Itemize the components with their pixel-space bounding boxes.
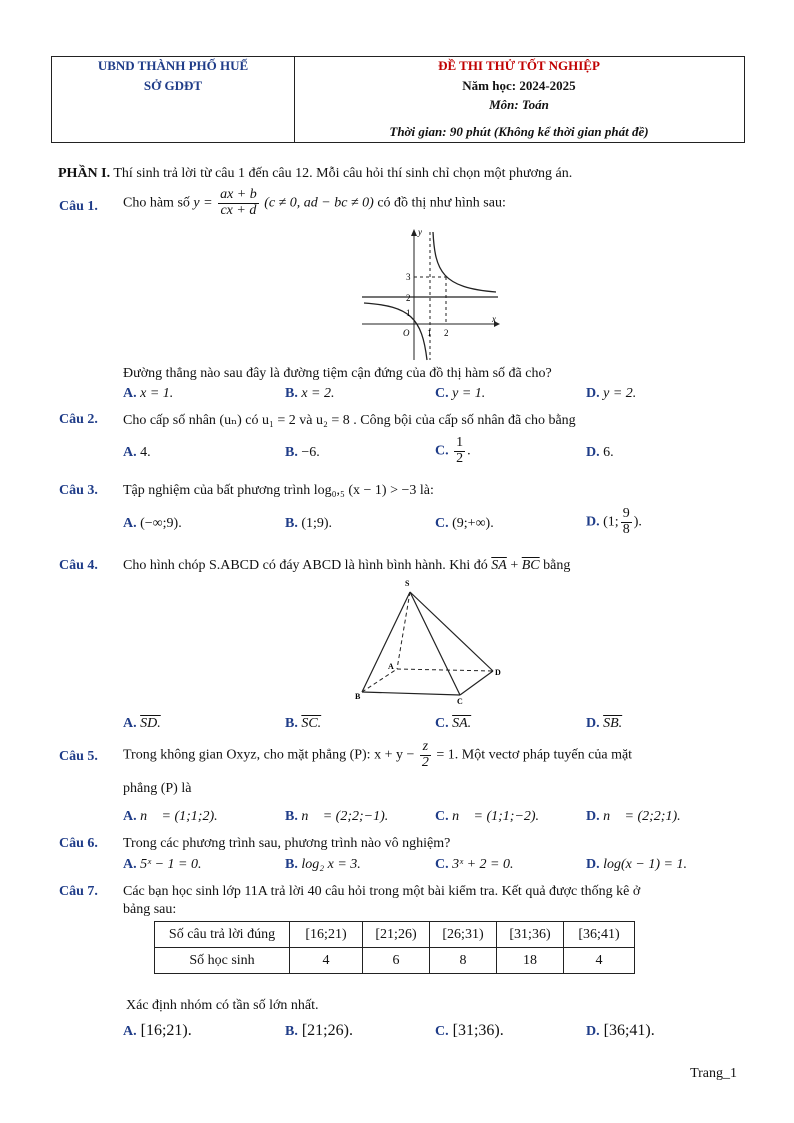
q2-option-d[interactable]: D. 6. xyxy=(586,445,614,460)
edge-SD xyxy=(410,592,493,671)
svg-text:O: O xyxy=(403,328,410,338)
q3-option-c[interactable]: C. (9;+∞). xyxy=(435,516,494,531)
graph-right-branch xyxy=(433,232,496,292)
q1-option-a[interactable]: A. x = 1. xyxy=(123,386,174,401)
q2-option-a[interactable]: A. 4. xyxy=(123,445,151,460)
edge-SA xyxy=(397,592,410,669)
q3-option-d[interactable]: D. (1; $\frac{9}{8}$ ). xyxy=(586,506,642,537)
svg-text:1: 1 xyxy=(427,328,432,338)
exam-duration: Thời gian: 90 phút (Không kể thời gian phát đề) xyxy=(389,124,649,139)
svg-text:B: B xyxy=(355,692,361,701)
q3-option-a[interactable]: A. (−∞;9). xyxy=(123,516,182,531)
edge-SB xyxy=(362,592,410,692)
exam-header xyxy=(51,56,745,143)
q5-number: Câu 5. xyxy=(59,749,98,764)
q1-function-graph xyxy=(360,226,502,362)
q7-option-d[interactable]: D. [36;41). xyxy=(586,1022,655,1039)
q6-option-b[interactable]: B. log₂ x = 3. xyxy=(285,857,361,872)
q7-number: Câu 7. xyxy=(59,884,98,899)
q4-option-b[interactable]: B. SC. xyxy=(285,716,322,731)
q1-option-d[interactable]: D. y = 2. xyxy=(586,386,637,401)
table-cell: [36;41) xyxy=(564,922,635,948)
q1-statement: Cho hàm số y = $\frac{ax + b}{cx + d}$ (c ≠ 0, ad − bc ≠ 0) có đồ thị như hình sau: xyxy=(123,187,506,218)
table-row xyxy=(155,948,635,974)
table-cell: 4 xyxy=(290,948,363,974)
q4-option-c[interactable]: C. SA. xyxy=(435,716,472,731)
table-header-cell: Số câu trả lời đúng xyxy=(155,922,290,948)
q2-option-b[interactable]: B. −6. xyxy=(285,445,320,460)
svg-text:2: 2 xyxy=(406,293,411,303)
q4-option-a[interactable]: A. SD. xyxy=(123,716,161,731)
q2-statement: Cho cấp số nhân (uₙ) có u₁ = 2 và u₂ = 8 . Công bội của cấp số nhân đã cho bằng xyxy=(123,413,576,428)
q1-option-c[interactable]: C. y = 1. xyxy=(435,386,486,401)
q7-option-c[interactable]: C. [31;36). xyxy=(435,1022,504,1039)
y-axis-arrow xyxy=(411,229,417,236)
svg-text:D: D xyxy=(495,668,501,677)
q6-option-c[interactable]: C. 3ˣ + 2 = 0. xyxy=(435,857,514,872)
q7-statement: Các bạn học sinh lớp 11A trả lời 40 câu hỏi trong một bài kiểm tra. Kết quả được thống kê ở xyxy=(123,884,641,899)
q7-option-a[interactable]: A. [16;21). xyxy=(123,1022,192,1039)
q7-statement-cont: bảng sau: xyxy=(123,902,177,917)
table-cell: 4 xyxy=(564,948,635,974)
q6-number: Câu 6. xyxy=(59,836,98,851)
q2-number: Câu 2. xyxy=(59,412,98,427)
q5-option-b[interactable]: B. n⃗ = (2;2;−1). xyxy=(285,809,389,824)
q1-number: Câu 1. xyxy=(59,199,98,214)
svg-text:A: A xyxy=(388,662,394,671)
q7-question: Xác định nhóm có tần số lớn nhất. xyxy=(126,998,319,1013)
q6-option-a[interactable]: A. 5ˣ − 1 = 0. xyxy=(123,857,202,872)
q5-statement-cont: phẳng (P) là xyxy=(123,781,192,796)
table-row xyxy=(155,922,635,948)
table-cell: [16;21) xyxy=(290,922,363,948)
svg-text:x: x xyxy=(492,314,496,324)
table-cell: 8 xyxy=(430,948,497,974)
svg-text:C: C xyxy=(457,697,463,706)
part1-instruction xyxy=(58,166,572,182)
q3-option-b[interactable]: B. (1;9). xyxy=(285,516,333,531)
header-org: UBND THÀNH PHỐ HUẾ xyxy=(97,58,249,73)
header-dept: SỞ GDĐT xyxy=(143,78,203,93)
subject: Môn: Toán xyxy=(489,97,549,112)
q1-fraction: $\frac{ax + b}{cx + d}$ xyxy=(220,187,257,218)
q6-statement: Trong các phương trình sau, phương trình nào vô nghiệm? xyxy=(123,836,451,851)
q2-option-c[interactable]: C. $\frac{1}{2}$ . xyxy=(435,435,471,466)
q1-question: Đường thẳng nào sau đây là đường tiệm cận đứng của đồ thị hàm số đã cho? xyxy=(123,366,552,381)
svg-text:y: y xyxy=(418,227,422,237)
svg-text:S: S xyxy=(405,579,410,588)
table-cell: 18 xyxy=(497,948,564,974)
exam-title: ĐỀ THI THỬ TỐT NGHIỆP xyxy=(438,58,600,73)
table-cell: 6 xyxy=(363,948,430,974)
q4-option-d[interactable]: D. SB. xyxy=(586,716,623,731)
q4-number: Câu 4. xyxy=(59,558,98,573)
page-number: Trang_1 xyxy=(690,1066,737,1081)
table-cell: [31;36) xyxy=(497,922,564,948)
q7-option-b[interactable]: B. [21;26). xyxy=(285,1022,353,1039)
q5-option-a[interactable]: A. n⃗ = (1;1;2). xyxy=(123,809,218,824)
school-year: Năm học: 2024-2025 xyxy=(462,78,576,93)
edge-CD xyxy=(460,671,493,695)
q4-statement: Cho hình chóp S.ABCD có đáy ABCD là hình bình hành. Khi đó $\overline{SA} + \overline{BC}$ bằng xyxy=(123,558,571,573)
q6-option-d[interactable]: D. log(x − 1) = 1. xyxy=(586,857,687,872)
part1-label: PHẦN I. xyxy=(58,166,111,181)
svg-text:3: 3 xyxy=(406,272,411,282)
table-cell: [26;31) xyxy=(430,922,497,948)
q3-number: Câu 3. xyxy=(59,483,98,498)
q5-statement: Trong không gian Oxyz, cho mặt phẳng (P): x + y − $\frac{z}{2}$ = 1. Một vectơ pháp tuyến của mặt xyxy=(123,739,633,770)
q5-option-c[interactable]: C. n⃗ = (1;1;−2). xyxy=(435,809,540,824)
svg-text:2: 2 xyxy=(444,328,449,338)
q3-statement: Tập nghiệm của bất phương trình log₀,₅ (x − 1) > −3 là: xyxy=(123,483,434,498)
edge-AD xyxy=(397,669,493,671)
svg-text:1: 1 xyxy=(406,308,411,318)
table-cell: [21;26) xyxy=(363,922,430,948)
part1-text: Thí sinh trả lời từ câu 1 đến câu 12. Mỗi câu hỏi thí sinh chỉ chọn một phương án. xyxy=(113,166,573,181)
q5-option-d[interactable]: D. n⃗ = (2;2;1). xyxy=(586,809,681,824)
q4-pyramid-figure xyxy=(352,576,512,706)
edge-BC xyxy=(362,692,460,695)
edge-SC xyxy=(410,592,460,695)
q1-option-b[interactable]: B. x = 2. xyxy=(285,386,335,401)
q7-frequency-table xyxy=(154,921,635,974)
graph-left-branch xyxy=(364,303,427,360)
table-header-cell: Số học sinh xyxy=(155,948,290,974)
